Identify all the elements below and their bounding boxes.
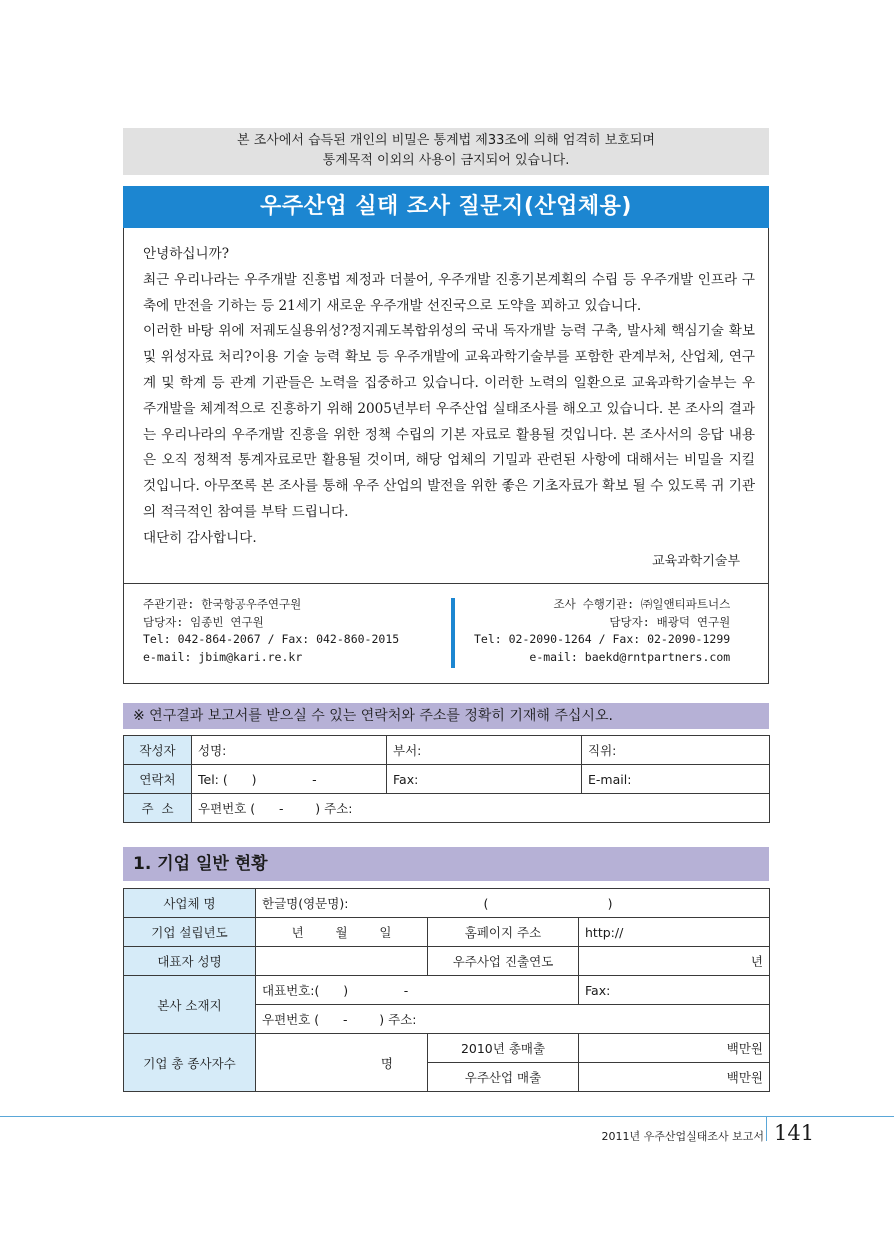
cover-letter	[143, 242, 755, 552]
founded-field[interactable]: 년 월 일	[256, 918, 428, 947]
email-field[interactable]: E-mail:	[582, 765, 770, 794]
contact-divider	[124, 583, 768, 584]
host-phone: Tel: 042-864-2067 / Fax: 042-860-2015	[143, 632, 400, 646]
agency-contact	[474, 596, 730, 666]
writer-label: 작성자	[124, 736, 192, 765]
hq-address-field[interactable]: 우편번호 ( - ) 주소:	[256, 1005, 770, 1034]
company-info-table	[123, 888, 770, 1092]
contact-separator	[451, 598, 455, 668]
space-sales-label: 우주산업 매출	[428, 1063, 579, 1092]
employees-label: 기업 총 종사자수	[124, 1034, 256, 1092]
respondent-table	[123, 735, 770, 823]
host-contact	[143, 596, 399, 666]
position-field[interactable]: 직위:	[582, 736, 770, 765]
space-entry-label: 우주사업 진출연도	[428, 947, 579, 976]
page-number: 141	[774, 1121, 815, 1145]
letter-signature: 교육과학기술부	[652, 554, 740, 569]
letter-paragraph-1: 최근 우리나라는 우주개발 진흥법 제정과 더불어, 우주개발 진흥기본계획의 수립 등 우주개발 인프라 구축에 만전을 기하는 등 21세기 새로운 우주개발 선진국으로 도약을 꾀하고 있습니다.	[143, 271, 755, 314]
company-name-label: 사업체 명	[124, 889, 256, 918]
ceo-label: 대표자 성명	[124, 947, 256, 976]
employees-field[interactable]: 명	[256, 1034, 428, 1092]
letter-greeting: 안녕하십니까?	[143, 246, 230, 262]
sales-2010-label: 2010년 총매출	[428, 1034, 579, 1063]
intro-box	[123, 228, 769, 684]
agency-org: 조사 수행기관: ㈜일앤티파트너스	[553, 597, 731, 611]
host-org: 주관기관: 한국항공우주연구원	[143, 597, 302, 611]
space-sales-field[interactable]: 백만원	[579, 1063, 770, 1092]
name-field[interactable]: 성명:	[192, 736, 387, 765]
space-entry-field[interactable]: 년	[579, 947, 770, 976]
homepage-field[interactable]: http://	[579, 918, 770, 947]
agency-person: 담당자: 배광덕 연구원	[609, 614, 731, 629]
company-name-field[interactable]: 한글명(영문명): ( )	[256, 889, 770, 918]
notice-line-2: 통계목적 이외의 사용이 금지되어 있습니다.	[322, 153, 570, 168]
agency-email: e-mail: baekd@rntpartners.com	[529, 649, 731, 664]
section-1-title: 1. 기업 일반 현황	[123, 847, 769, 881]
notice-line-1: 본 조사에서 습득된 개인의 비밀은 통계법 제33조에 의해 엄격히 보호되며	[237, 133, 655, 148]
fax-field[interactable]: Fax:	[387, 765, 582, 794]
host-email: e-mail: jbim@kari.re.kr	[143, 649, 303, 664]
tel-field[interactable]: Tel: ( ) -	[192, 765, 387, 794]
agency-phone: Tel: 02-2090-1264 / Fax: 02-2090-1299	[474, 632, 731, 646]
confidentiality-notice	[123, 128, 769, 175]
founded-label: 기업 설립년도	[124, 918, 256, 947]
dept-field[interactable]: 부서:	[387, 736, 582, 765]
letter-closing: 대단히 감사합니다.	[143, 529, 257, 546]
footer-separator	[766, 1117, 767, 1141]
contact-instruction: ※ 연구결과 보고서를 받으실 수 있는 연락처와 주소를 정확히 기재해 주십시오.	[123, 703, 769, 729]
hq-phone-field[interactable]: 대표번호:( ) -	[256, 976, 579, 1005]
letter-paragraph-2: 이러한 바탕 위에 저궤도실용위성?정지궤도복합위성의 국내 독자개발 능력 구축, 발사체 핵심기술 확보 및 위성자료 처리?이용 기술 능력 확보 등 우주개발에 교육과학기술부를 포함한 관계부처, 산업체, 연구계 및 학계 등 관계 기관들은 노력을 집중하고 있습니다. 이러한 노력의 일환으로 교육과학기술부는 우주개발을 체계적으로 진흥하기 위해 2005년부터 우주산업 실태조사를 해오고 있습니다. 본 조사의 결과는 우리나라의 우주개발 진흥을 위한 정책 수립의 기본 자료로 활용될 것입니다. 본 조사서의 응답 내용은 오직 정책적 통계자료로만 활용될 것이며, 해당 업체의 기밀과 관련된 사항에 대해서는 비밀을 지킬 것입니다. 아무쪼록 본 조사를 통해 우주 산업의 발전을 위한 좋은 기초자료가 확보 될 수 있도록 귀 기관의 적극적인 참여를 부탁 드립니다.	[143, 323, 755, 520]
host-person: 담당자: 임종빈 연구원	[143, 614, 264, 629]
hq-fax-field[interactable]: Fax:	[579, 976, 770, 1005]
hq-label: 본사 소재지	[124, 976, 256, 1034]
contact-label: 연락처	[124, 765, 192, 794]
footer-rule	[0, 1116, 894, 1117]
homepage-label: 홈페이지 주소	[428, 918, 579, 947]
ceo-field[interactable]	[256, 947, 428, 976]
page-title: 우주산업 실태 조사 질문지(산업체용)	[123, 186, 769, 228]
address-field[interactable]: 우편번호 ( - ) 주소:	[192, 794, 770, 823]
sales-2010-field[interactable]: 백만원	[579, 1034, 770, 1063]
footer-report-title: 2011년 우주산업실태조사 보고서	[601, 1130, 764, 1143]
address-label: 주 소	[124, 794, 192, 823]
